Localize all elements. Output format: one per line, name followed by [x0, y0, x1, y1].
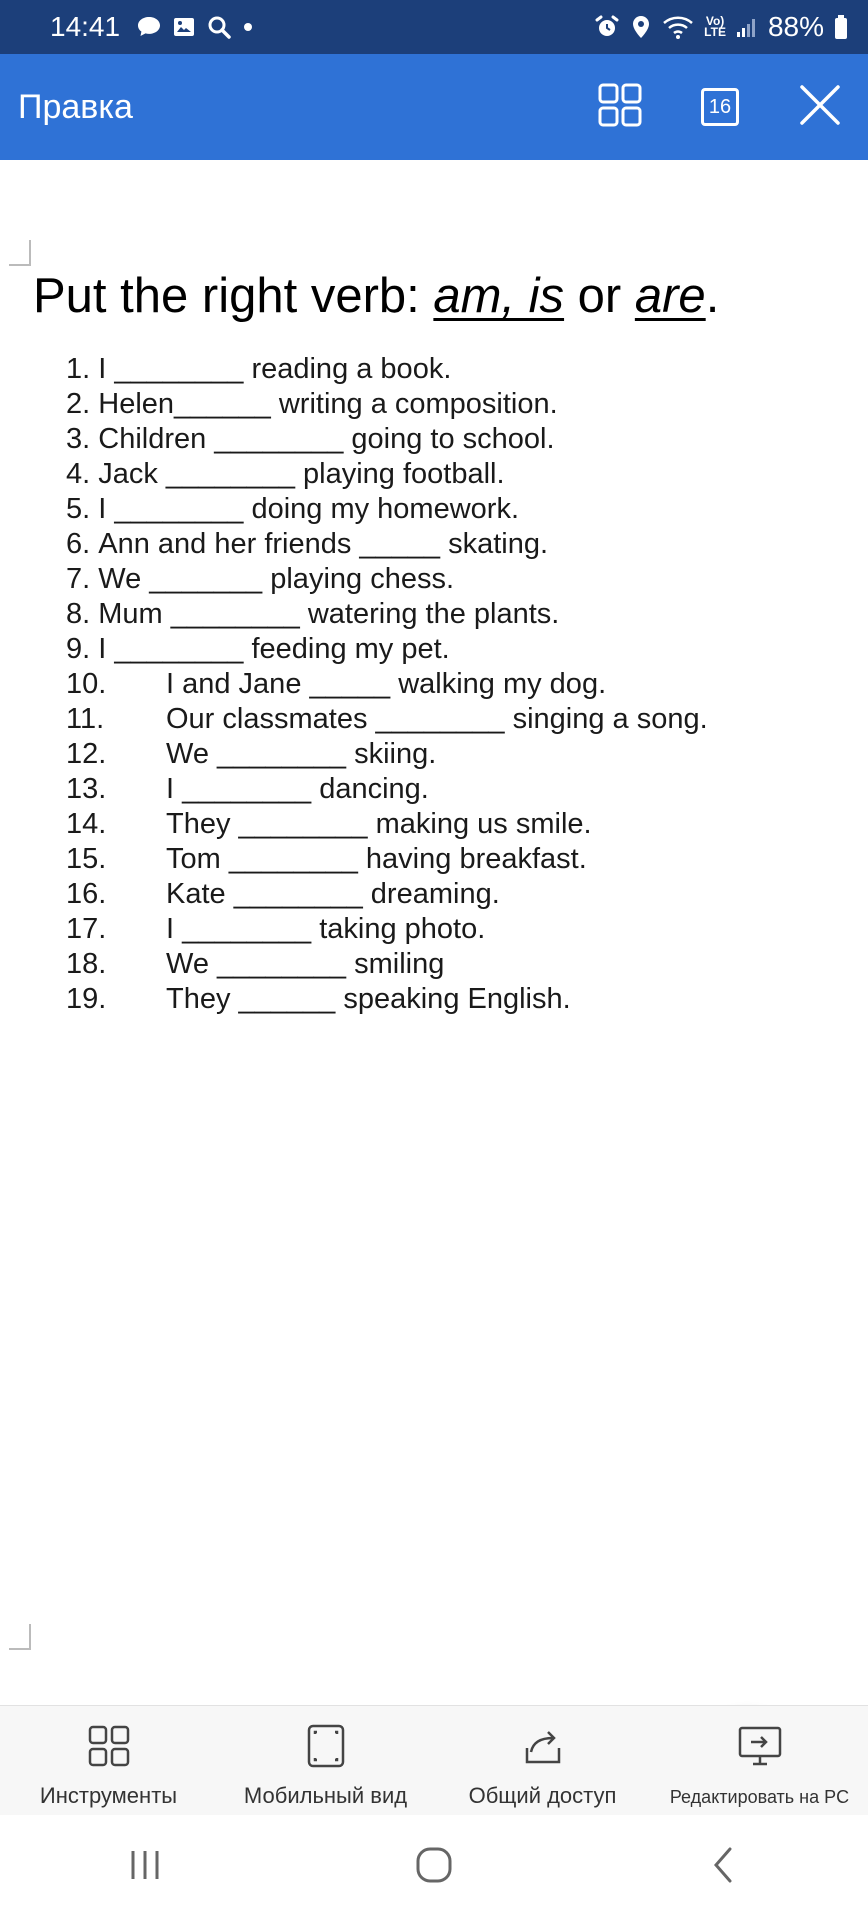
exercise-item	[66, 352, 708, 387]
exercise-text: They ______ speaking English.	[166, 983, 571, 1015]
heading-am-is: am, is	[433, 269, 565, 323]
exercise-text: I ________ doing my homework.	[98, 493, 520, 525]
exercise-number: 15.	[66, 843, 107, 875]
exercise-item	[66, 947, 708, 982]
clock: 14:41	[50, 11, 121, 42]
page-count-icon: 16	[701, 88, 739, 126]
share-icon	[521, 1724, 565, 1773]
app-bar-title: Правка	[18, 87, 133, 126]
exercise-text: I ________ dancing.	[166, 773, 429, 805]
heading-are: are	[634, 269, 706, 323]
heading-prefix: Put the right verb:	[33, 269, 434, 323]
grid-view-button[interactable]	[590, 77, 650, 137]
search-icon	[206, 14, 232, 40]
network-bottom-label: LTE	[704, 25, 726, 39]
exercise-list	[66, 352, 708, 1017]
exercise-text: I ________ reading a book.	[98, 353, 452, 385]
tools-button[interactable]	[0, 1706, 217, 1815]
app-bar	[0, 54, 868, 160]
home-button[interactable]	[374, 1828, 494, 1908]
exercise-item	[66, 667, 708, 702]
share-label: Общий доступ	[468, 1783, 617, 1808]
back-icon	[708, 1845, 738, 1890]
alarm-icon	[594, 14, 620, 40]
exercise-text: Mum ________ watering the plants.	[98, 598, 560, 630]
exercise-item	[66, 702, 708, 737]
exercise-text: They ________ making us smile.	[166, 808, 592, 840]
edit-on-pc-label: Редактировать на PC	[669, 1787, 850, 1807]
exercise-item	[66, 457, 708, 492]
recent-apps-button[interactable]	[85, 1828, 205, 1908]
exercise-text: I ________ taking photo.	[166, 913, 486, 945]
tools-grid-icon	[87, 1724, 131, 1773]
exercise-number: 14.	[66, 808, 107, 840]
exercise-item	[66, 982, 708, 1017]
exercise-number: 10.	[66, 668, 107, 700]
exercise-item	[66, 807, 708, 842]
exercise-number: 5.	[66, 493, 91, 525]
exercise-item	[66, 597, 708, 632]
grid-view-icon	[597, 82, 643, 133]
home-icon	[414, 1845, 454, 1890]
volte-icon	[704, 16, 726, 38]
gallery-icon	[172, 15, 196, 39]
exercise-number: 7.	[66, 563, 91, 595]
battery-icon	[834, 14, 848, 40]
exercise-item	[66, 562, 708, 597]
page-count-button[interactable]	[690, 77, 750, 137]
status-left	[50, 11, 254, 43]
exercise-text: Our classmates ________ singing a song.	[166, 703, 708, 735]
exercise-text: Ann and her friends _____ skating.	[98, 528, 549, 560]
exercise-number: 6.	[66, 528, 91, 560]
share-button[interactable]	[434, 1706, 651, 1815]
exercise-item	[66, 842, 708, 877]
exercise-item	[66, 772, 708, 807]
exercise-item	[66, 877, 708, 912]
heading-period: .	[705, 269, 720, 323]
status-right	[594, 11, 848, 43]
exercise-item	[66, 422, 708, 457]
exercise-number: 16.	[66, 878, 107, 910]
exercise-number: 19.	[66, 983, 107, 1015]
heading-or: or	[564, 269, 635, 323]
bottom-toolbar	[0, 1705, 868, 1815]
exercise-number: 1.	[66, 353, 91, 385]
edit-on-pc-button[interactable]	[651, 1706, 868, 1815]
exercise-text: We ________ smiling	[166, 948, 445, 980]
exercise-text: I ________ feeding my pet.	[98, 633, 450, 665]
mobile-view-label: Мобильный вид	[243, 1783, 408, 1808]
exercise-text: I and Jane _____ walking my dog.	[166, 668, 607, 700]
exercise-number: 11.	[66, 703, 105, 735]
exercise-item	[66, 527, 708, 562]
exercise-text: Helen______ writing a composition.	[98, 388, 558, 420]
back-button[interactable]	[663, 1828, 783, 1908]
exercise-item	[66, 912, 708, 947]
exercise-number: 17.	[66, 913, 107, 945]
worksheet-heading	[33, 268, 719, 324]
page-corner-mark-top	[9, 240, 31, 266]
monitor-icon	[737, 1724, 783, 1773]
signal-icon	[736, 15, 758, 39]
exercise-number: 3.	[66, 423, 91, 455]
chat-bubble-icon	[136, 15, 162, 39]
mobile-view-icon	[306, 1724, 346, 1773]
exercise-number: 18.	[66, 948, 107, 980]
tools-label: Инструменты	[39, 1783, 178, 1808]
exercise-number: 13.	[66, 773, 107, 805]
close-button[interactable]	[790, 77, 850, 137]
exercise-number: 9.	[66, 633, 91, 665]
exercise-number: 8.	[66, 598, 91, 630]
wifi-icon	[662, 14, 694, 40]
exercise-item	[66, 492, 708, 527]
system-nav-bar	[0, 1815, 868, 1920]
status-bar	[0, 0, 868, 54]
battery-percent: 88%	[767, 11, 824, 42]
exercise-text: Tom ________ having breakfast.	[166, 843, 587, 875]
exercise-item	[66, 737, 708, 772]
exercise-item	[66, 387, 708, 422]
exercise-text: Jack ________ playing football.	[98, 458, 505, 490]
exercise-text: We _______ playing chess.	[98, 563, 455, 595]
exercise-number: 2.	[66, 388, 91, 420]
exercise-item	[66, 632, 708, 667]
exercise-text: Kate ________ dreaming.	[166, 878, 500, 910]
location-icon	[630, 14, 652, 40]
dot-icon	[242, 21, 254, 33]
exercise-text: Children ________ going to school.	[98, 423, 555, 455]
page-corner-mark-bottom	[9, 1624, 31, 1650]
mobile-view-button[interactable]	[217, 1706, 434, 1815]
exercise-text: We ________ skiing.	[166, 738, 437, 770]
exercise-number: 4.	[66, 458, 91, 490]
recent-apps-icon	[125, 1847, 165, 1888]
close-icon	[798, 83, 842, 132]
network-top-label: Vo)	[705, 14, 725, 28]
exercise-number: 12.	[66, 738, 107, 770]
document-page[interactable]	[0, 160, 868, 1705]
